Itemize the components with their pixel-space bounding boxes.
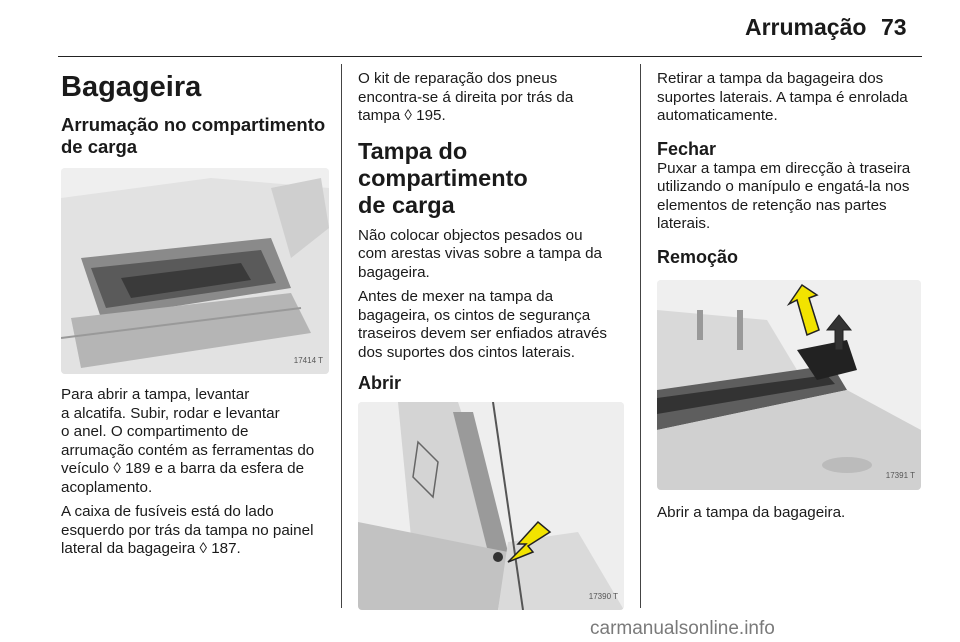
- middle-column: [358, 70, 628, 610]
- figure-code: 17391 T: [885, 471, 915, 480]
- column-divider-1: [341, 64, 342, 608]
- storage-compartment-illustration: [61, 168, 329, 374]
- heading-close: Fechar: [657, 138, 717, 159]
- figure-code: 17414 T: [293, 355, 323, 365]
- paragraph: A caixa de fusíveis está do lado esquerdo por trás da tampa no painel lateral da bagageira ◊ 187.: [61, 503, 314, 557]
- paragraph: Antes de mexer na tampa da bagageira, os cintos de segurança traseiros devem ser enfiados através dos suportes dos cintos laterais.: [358, 288, 608, 361]
- paragraph: Retirar a tampa da bagageira dos suportes laterais. A tampa é enrolada automaticamente.: [657, 70, 908, 124]
- right-column: [657, 70, 922, 528]
- paragraph: O kit de reparação dos pneus encontra-se á direita por trás da tampa ◊ 195.: [358, 70, 574, 124]
- figure-storage-compartment: [61, 168, 329, 374]
- header-rule: [58, 56, 922, 57]
- page-number: 73: [881, 14, 907, 40]
- section-heading: Tampa do compartimento de carga: [358, 137, 528, 218]
- paragraph: Não colocar objectos pesados ou com arestas vivas sobre a tampa da bagageira.: [358, 226, 602, 281]
- figure-code: 17390 T: [588, 591, 618, 601]
- cover-remove-illustration: [657, 280, 921, 490]
- paragraph: Puxar a tampa em direcção à traseira utilizando o manípulo e engatá-la nos elementos de retenção nas partes laterais.: [657, 159, 911, 232]
- heading-remove: Remoção: [657, 246, 739, 267]
- paragraph: Para abrir a tampa, levantar a alcatifa. Subir, rodar e levantar o anel. O compartimento de arrumação contém as ferramentas do veículo ◊ 189 e a barra da esfera de acoplamento.: [61, 386, 315, 496]
- figure-cover-remove: [657, 280, 921, 490]
- footer-watermark: carmanualsonline.info: [590, 618, 775, 639]
- subheading-open: Abrir: [358, 373, 402, 393]
- cover-open-illustration: [358, 402, 624, 610]
- page-header-title: Arrumação: [745, 14, 867, 40]
- figure-cover-open: [358, 402, 624, 610]
- column-divider-2: [640, 64, 641, 608]
- figure-caption: Abrir a tampa da bagageira.: [657, 503, 846, 521]
- left-column: [61, 70, 329, 565]
- section-subtitle: Arrumação no compartimento de carga: [61, 114, 326, 157]
- section-title: Bagageira: [61, 71, 202, 103]
